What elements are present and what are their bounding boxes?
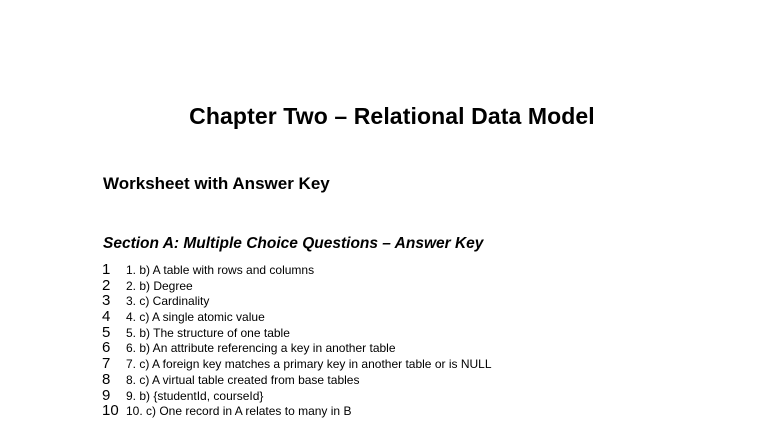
- answer-row: [102, 278, 492, 294]
- answer-text: 10. c) One record in A relates to many in B: [126, 404, 352, 419]
- answer-row: [102, 262, 492, 278]
- answer-row: [102, 403, 492, 419]
- document-subtitle: Worksheet with Answer Key: [103, 174, 330, 193]
- line-number: 8: [102, 370, 111, 388]
- answer-row: [102, 325, 492, 341]
- answer-text: 1. b) A table with rows and columns: [126, 263, 315, 277]
- line-number: 4: [102, 308, 111, 326]
- answer-text: 7. c) A foreign key matches a primary key in another table or is NULL: [126, 357, 492, 372]
- line-number: 2: [102, 276, 111, 294]
- line-number: 1: [102, 261, 111, 278]
- answer-row: [102, 388, 492, 404]
- answer-row: [102, 356, 492, 372]
- answer-list: [102, 262, 492, 419]
- line-number: 5: [102, 323, 111, 341]
- line-number: 10: [102, 402, 119, 420]
- line-number: 9: [102, 386, 111, 404]
- line-number: 7: [102, 355, 111, 373]
- section-a-heading: Section A: Multiple Choice Questions – Answer Key: [103, 235, 484, 252]
- answer-text: 5. b) The structure of one table: [126, 325, 290, 340]
- answer-text: 2. b) Degree: [126, 278, 193, 293]
- answer-text: 6. b) An attribute referencing a key in another table: [126, 341, 396, 356]
- answer-text: 4. c) A single atomic value: [126, 310, 265, 325]
- answer-text: 8. c) A virtual table created from base tables: [126, 372, 360, 387]
- answer-row: [102, 309, 492, 325]
- answer-row: [102, 293, 492, 309]
- document-title: Chapter Two – Relational Data Model: [189, 103, 595, 129]
- line-number: 3: [102, 292, 111, 310]
- answer-text: 3. c) Cardinality: [126, 294, 210, 309]
- line-number: 6: [102, 339, 111, 357]
- answer-text: 9. b) {studentId, courseId}: [126, 388, 264, 403]
- answer-row: [102, 340, 492, 356]
- answer-row: [102, 372, 492, 388]
